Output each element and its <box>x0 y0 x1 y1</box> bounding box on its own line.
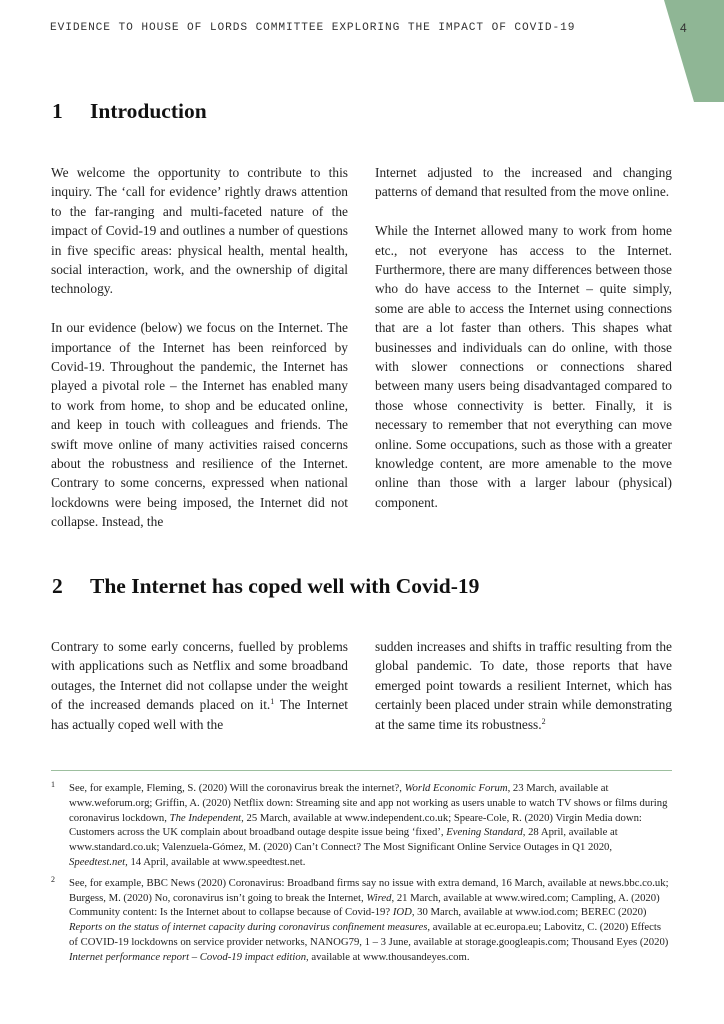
footnote-2 <box>51 876 672 965</box>
section-1-paragraph-3: Internet adjusted to the increased and changing patterns of demand that resulted from the move online. <box>375 165 672 200</box>
footnote-2-text: See, for example, BBC News (2020) Coronavirus: Broadband firms say no issue with extra demand, 16 March, available at news.bbc.co.uk; Burgess, M. (2020) No, coronavirus isn’t going to break the Internet, Wired, 21 March, available at www.wired.com; Campling, A. (2020) Community content: Is the Internet about to collapse because of Covid-19? IOD, 30 March, available at www.iod.com; BEREC (2020) Reports on the status of internet capacity during coronavirus confinement measures, available at ec.europa.eu; Labovitz, C. (2020) Effects of COVID-19 lockdowns on service provider networks, NANOG79, 1 – 3 June, available at storage.googleapis.com; Thousand Eyes (2020) Internet performance report – Covod-19 impact edition, available at www.thousandeyes.com. <box>69 876 669 963</box>
section-2-right-column <box>375 637 672 734</box>
section-1-number: 1 <box>52 99 63 123</box>
footnote-ref-1[interactable]: 1 <box>270 697 275 707</box>
section-1-paragraph-4: While the Internet allowed many to work from home etc., not everyone has access to the Internet. Furthermore, there are many differences between those who do have access to the Internet – quite simply, some are able to access the Internet using connections that are a lot faster than others. This shapes what businesses and individuals can do online, with those with slower connections or connections shared between many users being disadvantaged compared to those whose connectivity is better. Finally, it is necessary to remember that not everything can move online. Some occupations, such as those with a greater knowledge content, are more amenable to the move online than those with a larger labour (physical) component. <box>375 223 672 510</box>
footnote-1-text: See, for example, Fleming, S. (2020) Will the coronavirus break the internet?, World Economic Forum, 23 March, available at www.weforum.org; Griffin, A. (2020) Netflix down: Streaming site and app not working as users unable to watch TV shows or films during coronavirus lockdown, The Independent, 25 March, available at www.independent.co.uk; Speare-Cole, R. (2020) Virgin Media down: Customers across the UK complain about broadband outage despite issue being ‘fixed’, Evening Standard, 28 April, available at www.standard.co.uk; Valenzuela-Gómez, M. (2020) Can’t Connect? The Most Significant Online Service Outages in Q1 2020, Speedtest.net, 14 April, available at www.speedtest.net. <box>69 782 668 868</box>
corner-tab-decoration <box>664 0 724 102</box>
footnote-2-mark: 2 <box>51 874 55 884</box>
page-number: 4 <box>680 21 687 35</box>
section-2-title: The Internet has coped well with Covid-19 <box>90 574 480 598</box>
footnote-1-mark: 1 <box>51 780 55 789</box>
section-1-heading <box>52 99 207 124</box>
section-2-left-column <box>51 637 348 734</box>
section-1-paragraph-1: We welcome the opportunity to contribute to this inquiry. The ‘call for evidence’ rightly draws attention to the far-ranging and multi-faceted nature of the impact of Covid-19 and outlines a number of questions in five specific areas: physical health, mental health, social interaction, work, and the ownership of digital technology. <box>51 165 348 297</box>
section-1-right-column <box>375 163 672 512</box>
paragraph-text: Contrary to some early concerns, fuelled by problems with applications such as Netflix and some broadband outages, the Internet did not collapse under the weight of the increased demands placed on it. <box>51 639 348 713</box>
section-1-paragraph-2: In our evidence (below) we focus on the Internet. The importance of the Internet has been reinforced by Covid-19. Throughout the pandemic, the Internet has played a pivotal role – the Internet has enabled many to work from home, to shop and be educated online, and keep in touch with colleagues and friends. The swift move online of many activities raised concerns about the robustness and resilience of the Internet. Contrary to some concerns, expressed when national lockdowns were being imposed, the Internet did not collapse. Instead, the <box>51 320 348 530</box>
footnote-ref-2[interactable]: 2 <box>541 716 546 726</box>
section-2-paragraph-2 <box>375 637 672 734</box>
running-header: EVIDENCE TO HOUSE OF LORDS COMMITTEE EXPLORING THE IMPACT OF COVID-19 <box>50 22 576 34</box>
footnotes <box>51 781 672 971</box>
section-1-left-column <box>51 163 348 532</box>
section-1-title: Introduction <box>90 99 207 123</box>
paragraph-text: sudden increases and shifts in traffic resulting from the global pandemic. To date, those reports that have emerged point towards a resilient Internet, which has certainly been placed under strain while demonstrating at the same time its robustness. <box>375 639 672 732</box>
footnote-divider <box>51 770 672 771</box>
section-2-number: 2 <box>52 574 63 598</box>
section-2-paragraph-1 <box>51 637 348 734</box>
paragraph-text: The Internet has actually coped well with the <box>51 697 348 732</box>
section-2-heading <box>52 574 479 599</box>
footnote-1 <box>51 781 672 870</box>
